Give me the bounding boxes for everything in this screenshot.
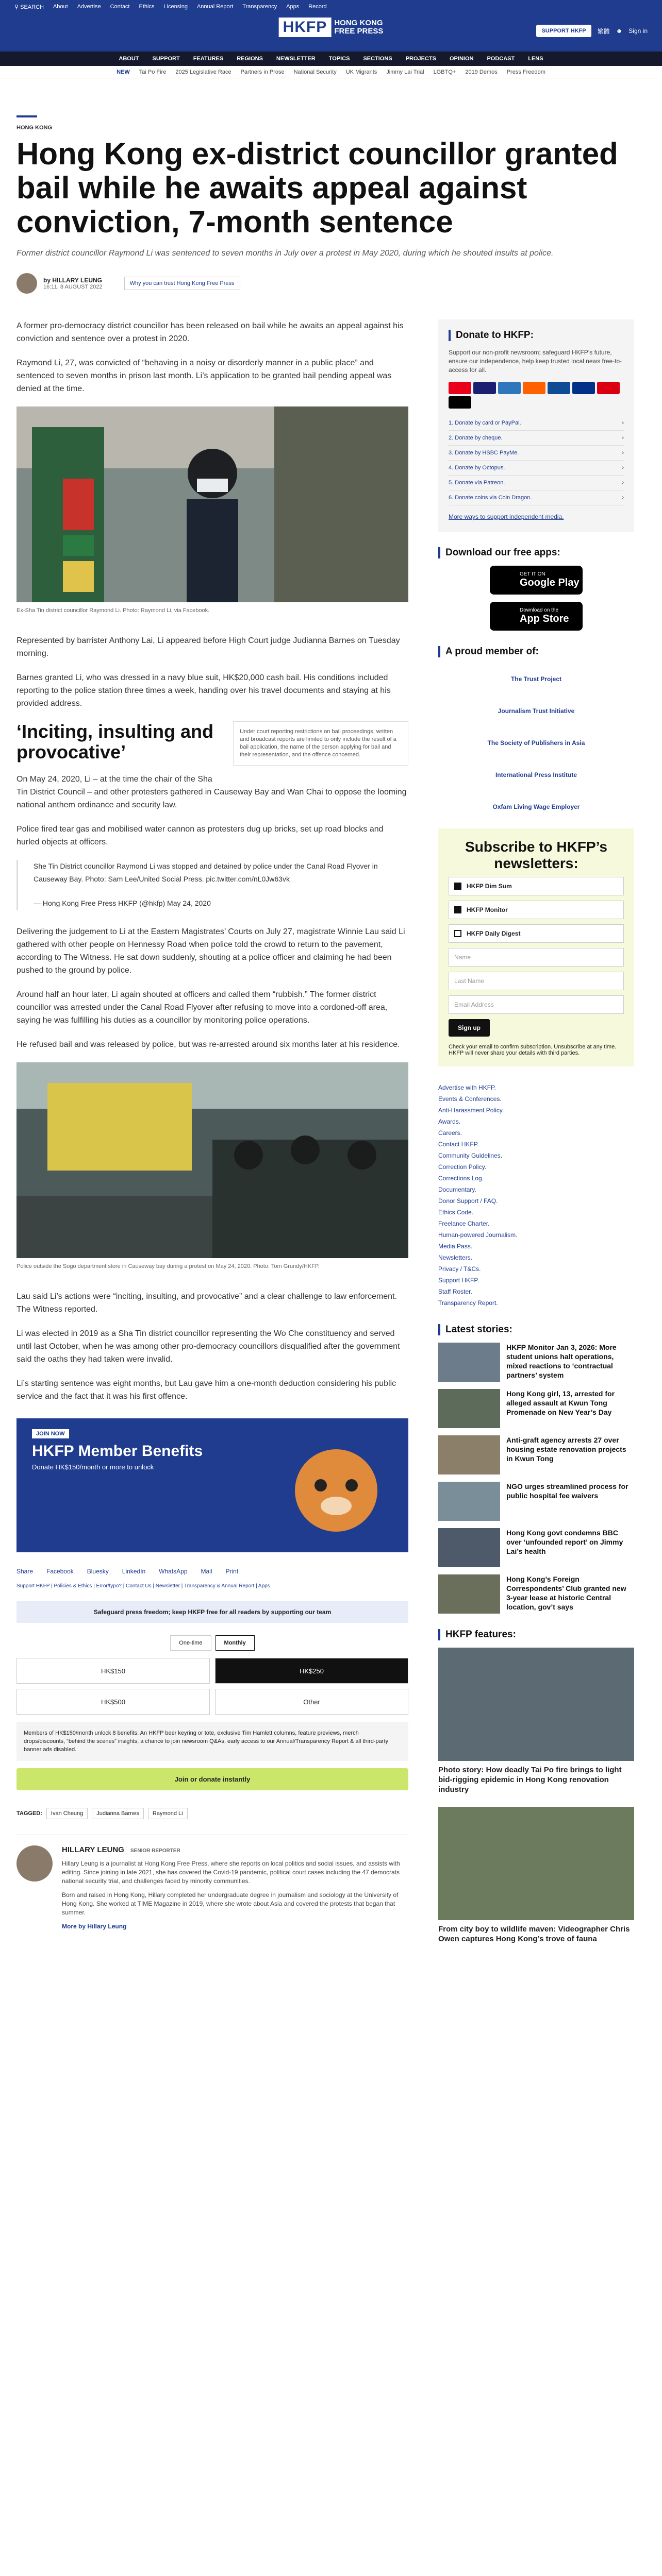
tag[interactable]: Ivan Cheung xyxy=(46,1808,88,1819)
article-photo-sogo-protest xyxy=(16,1062,408,1258)
paypal-icon xyxy=(572,382,595,394)
trending-bar xyxy=(0,66,662,78)
feature-story[interactable]: Photo story: How deadly Tai Po fire brings to light bid-rigging epidemic in Hong Kong renovation industry xyxy=(438,1648,634,1794)
amount-option[interactable]: HK$500 xyxy=(16,1689,210,1715)
paragraph: On May 24, 2020, Li – at the time the chair of the Sha Tin District Council – and other protesters gathered in Causeway Bay and Wan Chai to oppose the looming national anthem ordinance and security law. xyxy=(16,775,407,809)
tags-label: TAGGED: xyxy=(16,1810,42,1817)
apps-heading: Download our free apps: xyxy=(438,547,634,558)
sidebar-link[interactable]: Media Pass. xyxy=(438,1243,473,1250)
sidebar-link[interactable]: Community Guidelines. xyxy=(438,1152,503,1159)
share-whatsapp[interactable]: WhatsApp xyxy=(159,1568,188,1575)
donate-option[interactable]: 6. Donate coins via Coin Dragon. › xyxy=(449,490,624,505)
donate-box xyxy=(438,319,634,532)
member-benefits-banner[interactable] xyxy=(16,1418,408,1552)
trending-item[interactable]: National Security xyxy=(293,69,337,75)
article-standfirst: Former district councillor Raymond Li was sentenced to seven months in July over a protest in May 2020, during which he shouted insults at police. xyxy=(16,249,554,258)
last-name-field[interactable]: Last Name xyxy=(449,972,624,990)
newsletter-note: Check your email to confirm subscription. Unsubscribe at any time. HKFP will never share your details with third parties. xyxy=(449,1044,617,1056)
sidebar-link[interactable]: Freelance Charter. xyxy=(438,1220,490,1227)
latest-story[interactable]: Hong Kong’s Foreign Correspondents’ Club granted new 3-year lease at historic Central location, gov’t says xyxy=(438,1574,634,1614)
sign-up-button[interactable]: Sign up xyxy=(449,1019,490,1037)
trending-item[interactable]: 2025 Legislative Race xyxy=(175,69,231,75)
paragraph: A former pro-democracy district councillor has been released on bail while he awaits an appeal against his conviction and sentence over a protest in 2020. xyxy=(16,321,404,343)
author-bio-avatar[interactable] xyxy=(16,1845,53,1882)
join-now-badge: JOIN NOW xyxy=(32,1429,69,1438)
nav-features[interactable]: FEATURES xyxy=(193,56,224,62)
nav-newsletter[interactable]: NEWSLETTER xyxy=(276,56,316,62)
photo-caption: Police outside the Sogo department store in Causeway bay during a protest on May 24, 2020. Photo: Tom Grundy/HKFP. xyxy=(16,1263,320,1269)
publish-date: 16:11, 8 AUGUST 2022 xyxy=(43,284,103,290)
tag[interactable]: Judianna Barnes xyxy=(92,1808,144,1819)
sidebar-link[interactable]: Privacy / T&Cs. xyxy=(438,1265,481,1273)
donation-amounts xyxy=(16,1658,408,1715)
newsletter-option-daily-digest[interactable]: HKFP Daily Digest xyxy=(449,924,624,943)
sidebar-link[interactable]: Correction Policy. xyxy=(438,1163,487,1171)
tag[interactable]: Raymond Li xyxy=(148,1808,188,1819)
sidebar-link[interactable]: Human-powered Journalism. xyxy=(438,1231,518,1239)
banner-title: HKFP Member Benefits xyxy=(32,1443,203,1460)
sidebar xyxy=(438,319,634,1956)
nav-about[interactable]: ABOUT xyxy=(119,56,139,62)
paragraph: Li was elected in 2019 as a Sha Tin district councillor representing the Wo Che constituency and served until last October, when he was among other pro-democracy councillors disqualified after the government said the oaths they had taken were invalid. xyxy=(16,1329,400,1364)
checkbox-checked-icon xyxy=(454,906,461,913)
banner-subtitle: Donate HK$150/month or more to unlock xyxy=(32,1463,154,1471)
paragraph: Barnes granted Li, who was dressed in a navy blue suit, HK$20,000 cash bail. His conditions included reporting to the police station three times a week, handing over his travel documents and staying at his provided address. xyxy=(16,673,391,708)
newsletter-option-monitor[interactable]: HKFP Monitor xyxy=(449,901,624,919)
discover-icon xyxy=(523,382,545,394)
nav-opinion[interactable]: OPINION xyxy=(450,56,474,62)
oxfam-logo[interactable]: Oxfam Living Wage Employer xyxy=(492,803,580,810)
story-thumbnail xyxy=(438,1528,500,1567)
amount-option[interactable]: HK$150 xyxy=(16,1658,210,1684)
payment-cards xyxy=(449,382,624,409)
nav-regions[interactable]: REGIONS xyxy=(237,56,263,62)
top-utility-bar xyxy=(0,0,662,13)
share-bar xyxy=(16,1568,408,1575)
nav-sections[interactable]: SECTIONS xyxy=(363,56,392,62)
tab-monthly[interactable]: Monthly xyxy=(216,1635,255,1651)
tags-row xyxy=(16,1808,408,1819)
bio-paragraph: Hillary Leung is a journalist at Hong Kong Free Press, where she reports on local politics and social issues, and assists with editing. Since joining in late 2021, she has covered the Covid-19 pandemic, political court cases including the 47 democrats national security trial, and challenges faced by minority communities. xyxy=(62,1860,400,1885)
tweet-source[interactable]: — Hong Kong Free Press HKFP (@hkfp) May 24, 2020 xyxy=(34,899,211,907)
sidebar-links xyxy=(438,1082,634,1309)
top-menu-about[interactable]: About xyxy=(53,4,68,10)
sidebar-link[interactable]: Contact HKFP. xyxy=(438,1141,479,1148)
trending-item[interactable]: Jimmy Lai Trial xyxy=(386,69,424,75)
donate-option[interactable]: 4. Donate by Octopus. › xyxy=(449,461,624,476)
section-heading: ‘Inciting, insulting and provocative’ xyxy=(16,721,213,762)
tweet-text: She Tin District councillor Raymond Li was stopped and detained by police under the Canal Road Flyover in Causeway Bay. Photo: Sam Lee/United Social Press. pic.twitter.com/nL0Jw63vk xyxy=(34,862,378,883)
trust-link[interactable]: Why you can trust Hong Kong Free Press xyxy=(124,277,240,290)
story-thumbnail xyxy=(438,1343,500,1382)
latest-story[interactable]: HKFP Monitor Jan 3, 2026: More student unions halt operations, mixed reactions to ‘contractual partners’ system xyxy=(438,1343,634,1382)
article-body xyxy=(16,319,408,1956)
share-facebook[interactable]: Facebook xyxy=(46,1568,74,1575)
amex-icon xyxy=(498,382,521,394)
email-field[interactable]: Email Address xyxy=(449,995,624,1014)
donate-heading: Donate to HKFP: xyxy=(449,330,624,341)
story-thumbnail xyxy=(438,1482,500,1521)
sopa-logo[interactable]: The Society of Publishers in Asia xyxy=(487,739,585,747)
donate-text: Support our non-profit newsroom; safeguard HKFP’s future, ensure our independence, help keep trusted local news free-to-access for all. xyxy=(449,349,622,374)
donate-option[interactable]: 3. Donate by HSBC PayMe. › xyxy=(449,446,624,461)
nav-lens[interactable]: LENS xyxy=(528,56,543,62)
tab-one-time[interactable]: One-time xyxy=(170,1635,211,1651)
share-print[interactable]: Print xyxy=(225,1568,239,1575)
amount-option-selected[interactable]: HK$250 xyxy=(215,1658,408,1684)
photo-caption: Ex-Sha Tin district councillor Raymond Li. Photo: Raymond Li, via Facebook. xyxy=(16,607,210,614)
mastercard-icon xyxy=(449,382,471,394)
paragraph: Delivering the judgement to Li at the Eastern Magistrates’ Courts on July 27, magistrate Winnie Lau said Li gathered with other people on Hennessy Road when police told the crowd to return to the pavement, according to The Witness. He sat down suddenly, shouting at a police officer and claiming he had been pushed to the ground by police. xyxy=(16,927,405,975)
paragraph: Li’s starting sentence was eight months, but Lau gave him a one-month deduction considering his public service and the fact that it was his first offence. xyxy=(16,1379,396,1401)
sign-in-link[interactable]: Sign in xyxy=(628,27,648,35)
visa-icon xyxy=(473,382,496,394)
safeguard-strip[interactable]: Safeguard press freedom; keep HKFP free for all readers by supporting our team xyxy=(16,1601,408,1623)
story-thumbnail xyxy=(438,1435,500,1475)
trending-label: NEW xyxy=(117,69,130,75)
story-thumbnail xyxy=(438,1389,500,1428)
trending-item[interactable]: UK Migrants xyxy=(345,69,377,75)
share-label: Share xyxy=(16,1568,34,1575)
share-mail[interactable]: Mail xyxy=(201,1568,212,1575)
sidebar-link[interactable]: Donor Support / FAQ. xyxy=(438,1197,498,1205)
newsletter-option-dim-sum[interactable]: HKFP Dim Sum xyxy=(449,877,624,895)
feature-thumbnail xyxy=(438,1807,634,1920)
sidebar-link[interactable]: Newsletters. xyxy=(438,1254,473,1261)
amount-option[interactable]: Other xyxy=(215,1689,408,1715)
sidebar-link[interactable]: Anti-Harassment Policy. xyxy=(438,1107,504,1114)
member-benefits-text: Members of HK$150/month unlock 8 benefits: An HKFP beer keyring or tote, exclusive Tim Hamlett columns, feature previews, merch drops/discounts, “behind the scenes” insights, a chance to join newsroom Q&As, early access to our Annual/Transparency Report & all third-party banner ads disabled. xyxy=(16,1722,408,1761)
jti-logo[interactable]: Journalism Trust Initiative xyxy=(498,707,575,715)
google-play-button[interactable]: GET IT ON Google Play xyxy=(490,566,583,595)
sidebar-link[interactable]: Documentary. xyxy=(438,1186,476,1193)
top-menu-licensing[interactable]: Licensing xyxy=(163,4,188,10)
article-footer-links[interactable]: Support HKFP | Policies & Ethics | Error/typo? | Contact Us | Newsletter | Transparency & Annual Report | Apps xyxy=(16,1583,270,1589)
main-nav xyxy=(0,52,662,66)
member-heading: A proud member of: xyxy=(438,646,634,657)
trending-item[interactable]: 2019 Demos xyxy=(465,69,498,75)
newsletter-box xyxy=(438,828,634,1066)
latest-story[interactable]: Hong Kong govt condemns BBC over ‘unfounded report’ on Jimmy Lai’s health xyxy=(438,1528,634,1567)
search-link[interactable]: ⚲ SEARCH xyxy=(14,4,44,10)
paragraph: Lau said Li’s actions were “inciting, insulting, and provocative” and a clear challenge to law enforcement. The Witness reported. xyxy=(16,1292,397,1314)
share-bluesky[interactable]: Bluesky xyxy=(87,1568,109,1575)
court-reporting-notice: Under court reporting restrictions on bail proceedings, written and broadcast reports are limited to only include the result of a bail application, the name of the person applying for bail and their representation, and the offence concerned. xyxy=(233,721,408,766)
trending-item[interactable]: Press Freedom xyxy=(506,69,545,75)
author-avatar[interactable] xyxy=(16,273,37,294)
nav-support[interactable]: SUPPORT xyxy=(152,56,180,62)
sidebar-link[interactable]: Events & Conferences. xyxy=(438,1095,502,1103)
byline xyxy=(16,273,646,294)
bio-name[interactable]: HILLARY LEUNG xyxy=(62,1845,124,1854)
apple-pay-icon xyxy=(449,396,471,409)
article-title: Hong Kong ex-district councillor granted bail while he awaits appeal against conviction, 7-month sentence xyxy=(16,137,618,239)
paragraph: He refused bail and was released by police, but was re-arrested around six months later at his residence. xyxy=(16,1040,400,1049)
sidebar-link[interactable]: Corrections Log. xyxy=(438,1175,484,1182)
join-donate-button[interactable]: Join or donate instantly xyxy=(16,1768,408,1790)
feature-story[interactable]: From city boy to wildlife maven: Videographer Chris Owen captures Hong Kong’s trove of fauna xyxy=(438,1807,634,1944)
top-menu-apps[interactable]: Apps xyxy=(286,4,300,10)
paragraph: Around half an hour later, Li again shouted at officers and called them “rubbish.” The former district councillor was arrested under the Canal Road Flyover after refusing to move into a cordoned-off area, saying he was fulfilling his duties as a councillor by monitoring police operations. xyxy=(16,990,388,1025)
payme-icon xyxy=(597,382,620,394)
first-name-field[interactable]: Name xyxy=(449,948,624,967)
features-heading: HKFP features: xyxy=(438,1629,634,1640)
more-ways-link[interactable]: More ways to support independent media. xyxy=(449,513,564,520)
article-category[interactable]: HONG KONG xyxy=(16,125,53,131)
newsletter-heading: Subscribe to HKFP’s newsletters: xyxy=(465,839,607,871)
more-by-author-link[interactable]: More by Hillary Leung xyxy=(62,1923,127,1930)
trending-item[interactable]: Partners in Prose xyxy=(240,69,285,75)
sidebar-link[interactable]: Ethics Code. xyxy=(438,1209,474,1216)
embedded-tweet xyxy=(16,860,408,910)
language-toggle[interactable]: 繁體 xyxy=(597,27,610,35)
top-menu-ethics[interactable]: Ethics xyxy=(139,4,155,10)
bio-paragraph: Born and raised in Hong Kong, Hillary completed her undergraduate degree in journalism and sociology at the University of Hong Kong. She worked at TIME Magazine in 2019, where she wrote about Asia and covered the protests that began that summer. xyxy=(62,1891,399,1916)
donate-option[interactable]: 2. Donate by cheque. › xyxy=(449,431,624,446)
app-store-button[interactable]: Download on the App Store xyxy=(490,602,583,631)
kicker-rule xyxy=(16,115,37,117)
sidebar-link[interactable]: Awards. xyxy=(438,1118,461,1125)
paragraph: Raymond Li, 27, was convicted of “behaving in a noisy or disorderly manner in a public place” and sentenced to seven months in prison last month. Li’s application to be granted bail pending appeal was denied at the time. xyxy=(16,359,392,393)
sidebar-link[interactable]: Staff Roster. xyxy=(438,1288,472,1295)
donate-option[interactable]: 5. Donate via Patreon. › xyxy=(449,476,624,490)
paragraph: Represented by barrister Anthony Lai, Li appeared before High Court judge Judianna Barnes on Tuesday morning. xyxy=(16,636,400,658)
latest-story[interactable]: Anti-graft agency arrests 27 over housing estate renovation projects in Kwun Tong xyxy=(438,1435,634,1475)
checkbox-empty-icon xyxy=(454,930,461,937)
ipi-logo[interactable]: International Press Institute xyxy=(495,771,577,778)
sidebar-link[interactable]: Transparency Report. xyxy=(438,1299,498,1307)
latest-story[interactable]: Hong Kong girl, 13, arrested for alleged assault at Kwun Tong Promenade on New Year’s Day xyxy=(438,1389,634,1428)
jcb-icon xyxy=(548,382,570,394)
author-bio xyxy=(16,1835,408,1936)
trending-item[interactable]: Tai Po Fire xyxy=(139,69,167,75)
top-menu-advertise[interactable]: Advertise xyxy=(77,4,101,10)
user-icon[interactable]: ☻ xyxy=(616,27,623,35)
sidebar-link[interactable]: Support HKFP. xyxy=(438,1277,479,1284)
trending-item[interactable]: LGBTQ+ xyxy=(433,69,456,75)
nav-podcast[interactable]: PODCAST xyxy=(487,56,515,62)
checkbox-checked-icon xyxy=(454,883,461,890)
feature-thumbnail xyxy=(438,1648,634,1761)
article-photo-raymond-li xyxy=(16,406,408,602)
top-menu-contact[interactable]: Contact xyxy=(110,4,130,10)
bio-role: SENIOR REPORTER xyxy=(130,1848,180,1854)
latest-heading: Latest stories: xyxy=(438,1324,634,1335)
nav-topics[interactable]: TOPICS xyxy=(328,56,350,62)
trust-project-logo[interactable]: The Trust Project xyxy=(510,675,562,683)
nav-projects[interactable]: PROJECTS xyxy=(405,56,436,62)
share-linkedin[interactable]: LinkedIn xyxy=(122,1568,146,1575)
top-menu-annual-report[interactable]: Annual Report xyxy=(196,4,234,10)
author-name[interactable]: by HILLARY LEUNG xyxy=(43,277,103,284)
donate-option[interactable]: 1. Donate by card or PayPal. › xyxy=(449,416,624,431)
sidebar-link[interactable]: Careers. xyxy=(438,1129,462,1137)
masthead xyxy=(0,13,662,52)
top-menu-transparency[interactable]: Transparency xyxy=(242,4,277,10)
deer-mascot-icon xyxy=(279,1429,393,1542)
top-menu-record[interactable]: Record xyxy=(308,4,327,10)
story-thumbnail xyxy=(438,1574,500,1614)
donation-frequency-tabs xyxy=(16,1635,408,1651)
support-hkfp-button[interactable]: SUPPORT HKFP xyxy=(536,25,591,37)
sidebar-link[interactable]: Advertise with HKFP. xyxy=(438,1084,496,1091)
latest-story[interactable]: NGO urges streamlined process for public hospital fee waivers xyxy=(438,1482,634,1521)
site-logo[interactable]: HKFP HONG KONG FREE PRESS xyxy=(279,18,384,37)
paragraph: Police fired tear gas and mobilised water cannon as protesters dug up bricks, set up road blocks and hurled objects at officers. xyxy=(16,825,384,846)
